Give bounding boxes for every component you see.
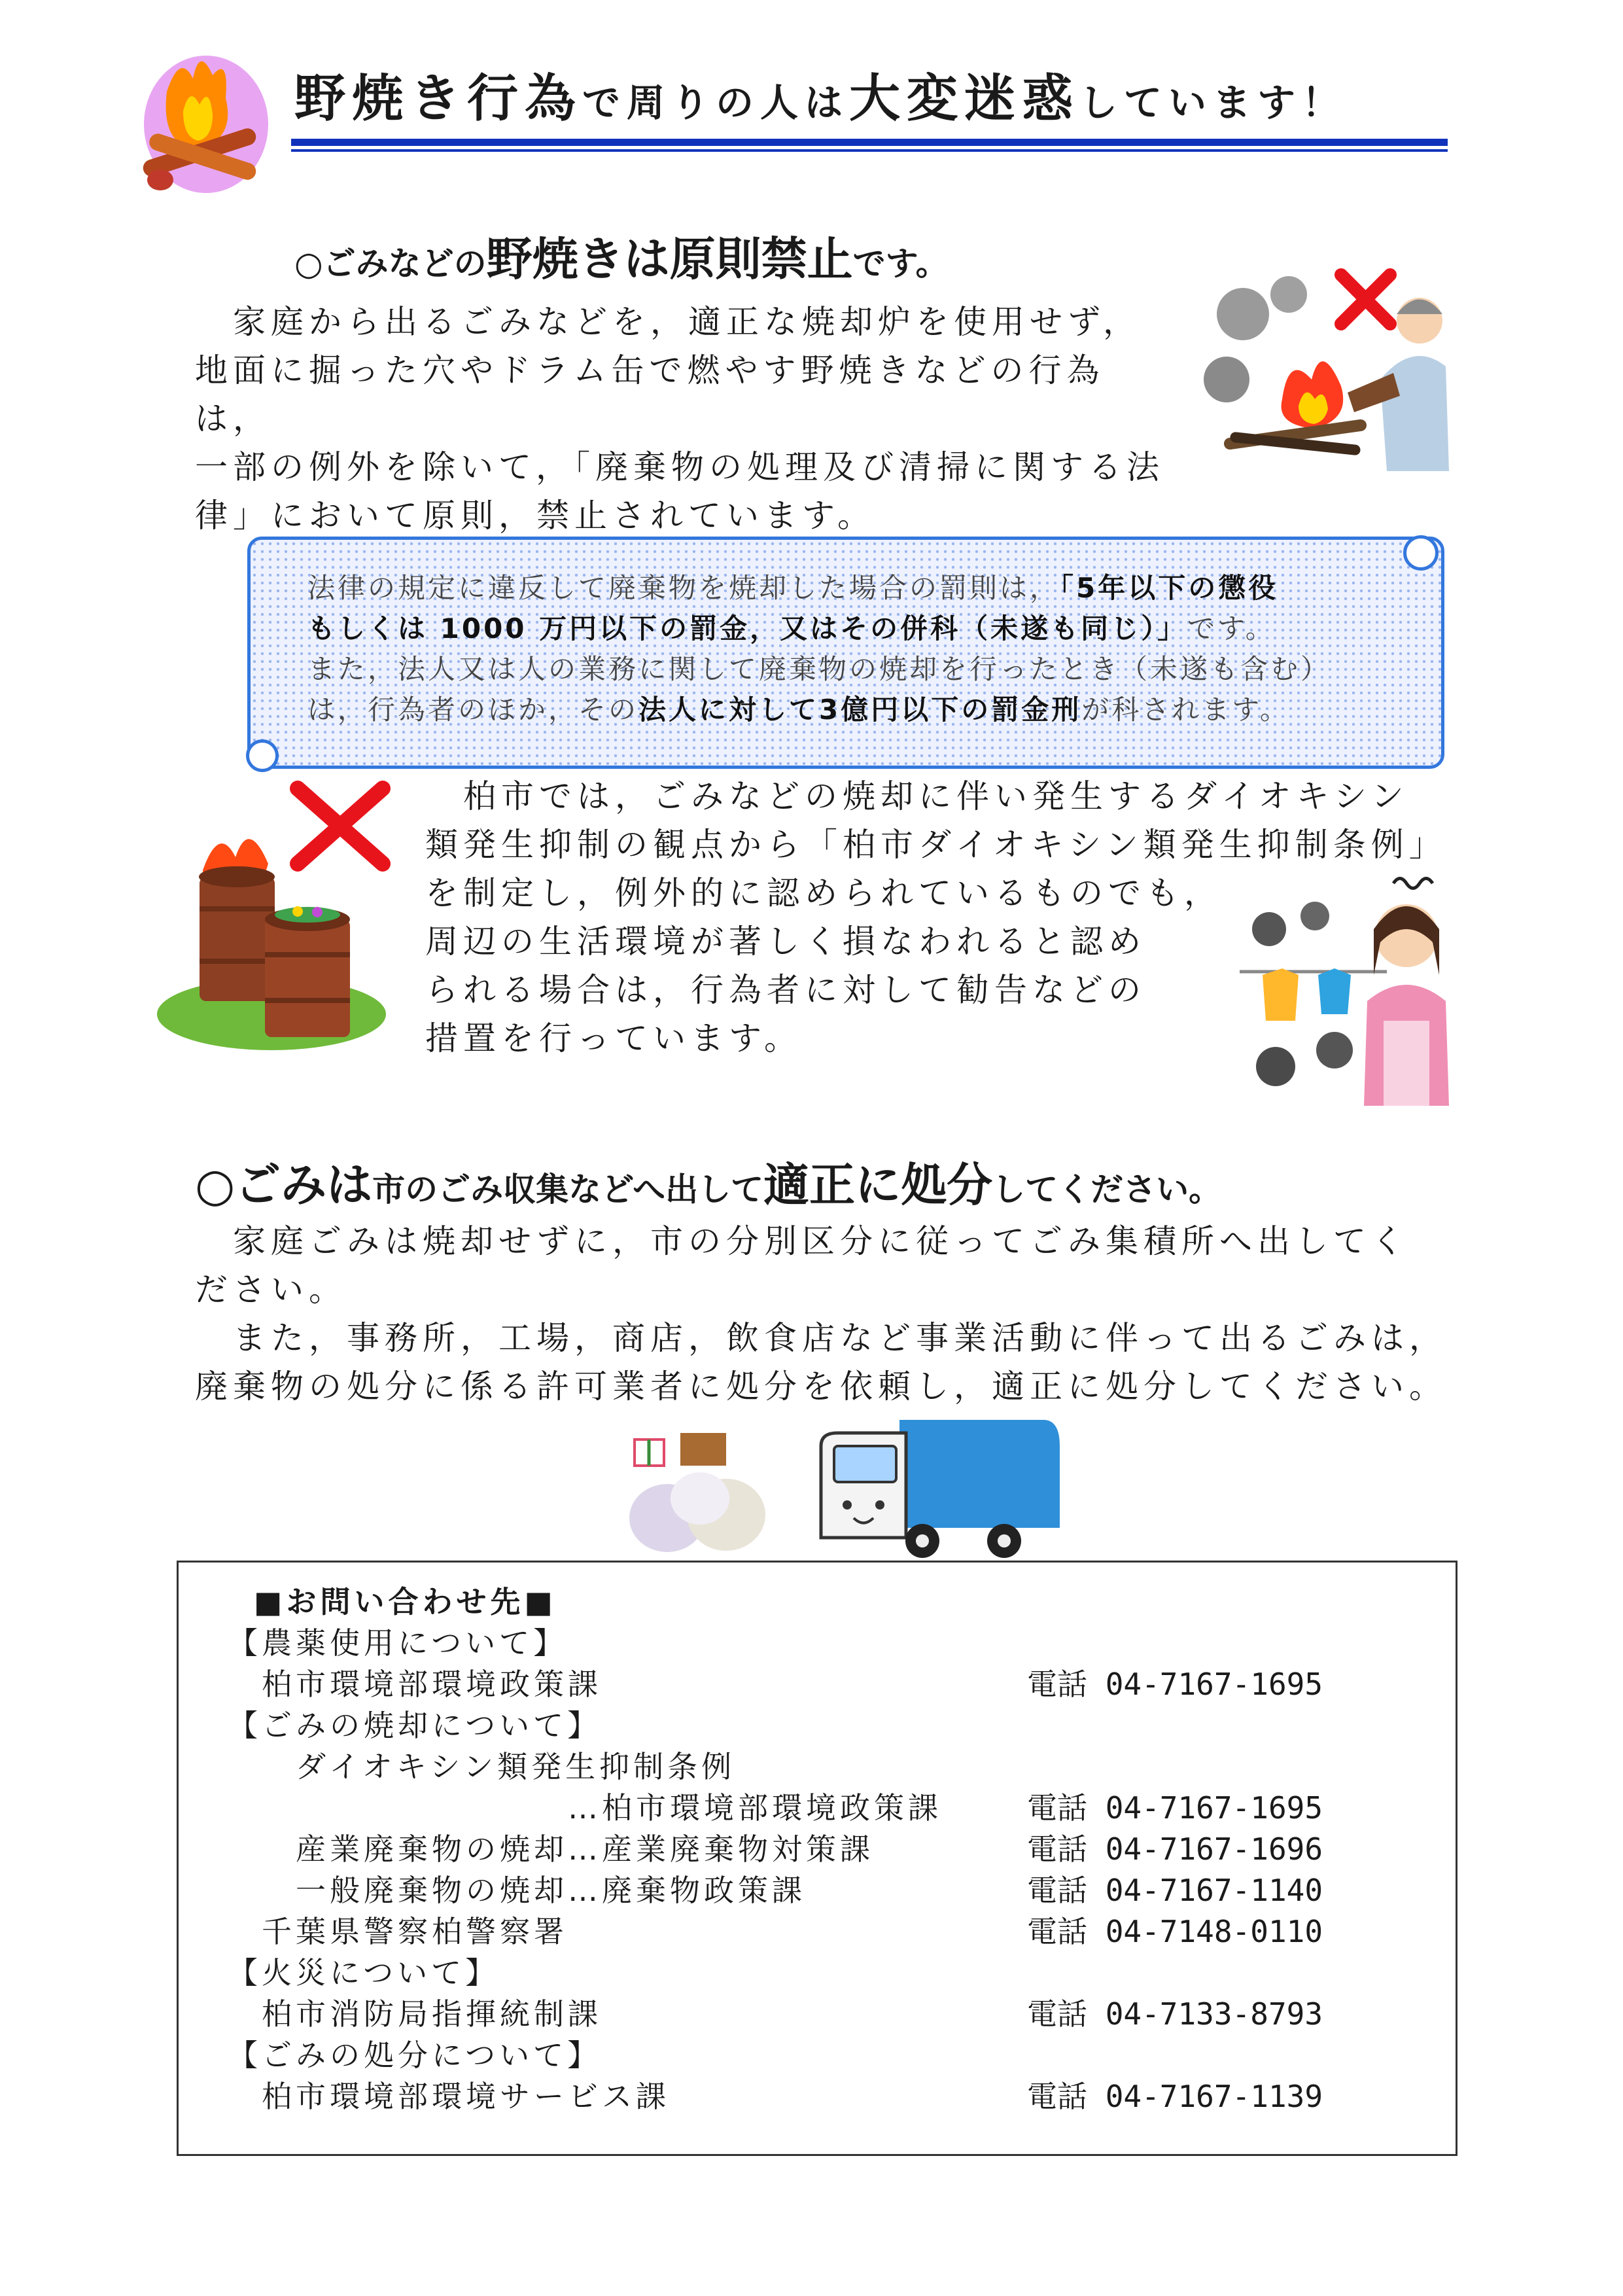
neighbor-laundry-icon [1236,870,1459,1112]
penalty-text: 法律の規定に違反して廃棄物を焼却した場合の罰則は，「5年以下の懲役 もしくは 1000 万円以下の罰金，又はその併科（未遂も同じ）」です。 また，法人又は人の業務に関して廃棄物の焼却を行ったとき（未遂も含む） は，行為者のほか，その法人に対して3億円以下の罰金刑が科されます。 [307,572,1331,726]
title-underline-thin [291,149,1448,152]
contact-phone: 電話 04-7167-1139 [1027,2079,1323,2114]
contact-row: 【ごみの処分について】 [228,2038,602,2073]
contact-row: 産業廃棄物の焼却…産業廃棄物対策課 [228,1831,874,1867]
title-underline [291,139,1448,146]
contact-row: 【ごみの焼却について】 [228,1708,602,1743]
garbage-bags-icon [628,1426,778,1557]
section1-heading: ○ごみなどの野焼きは原則禁止です。 [294,232,949,286]
contact-row: …柏市環境部環境政策課 [228,1790,942,1826]
contact-row: 柏市環境部環境サービス課 [228,2079,670,2114]
contact-row: 一般廃棄物の焼却…廃棄物政策課 [228,1873,806,1908]
section2-heading: ○ごみは市のごみ収集などへ出して適正に処分してください。 [195,1158,1222,1212]
contact-row: 【火災について】 [228,1955,500,1990]
contact-header: ■お問い合わせ先■ [254,1584,557,1619]
contact-phone: 電話 04-7148-0110 [1027,1914,1323,1949]
page-title: 野焼き行為で周りの人は大変迷惑しています！ [294,69,1347,128]
dioxin-paragraph: 柏市では，ごみなどの焼却に伴い発生するダイオキシン 類発生抑制の観点から「柏市ダイオキシン類発生抑制条例」 を制定し，例外的に認められているものでも， 周辺の生活環境が著しく損なわれると認め られる場合は，行為者に対して勧告などの 措置を行っています。 [425,777,1447,1057]
contact-row: 千葉県警察柏警察署 [228,1914,568,1949]
contact-row: 【農薬使用について】 [228,1625,568,1661]
contact-row: 柏市環境部環境政策課 [228,1667,602,1702]
section2-paragraph: 家庭ごみは焼却せずに，市の分別区分に従ってごみ集積所へ出してく ださい。 また，事務所，工場，商店，飲食店など事業活動に伴って出るごみは， 廃棄物の処分に係る許可業者に処分を依頼し，適正に処分してください。 [195,1222,1447,1405]
contact-phone: 電話 04-7167-1140 [1027,1873,1323,1908]
contact-row: ダイオキシン類発生抑制条例 [228,1749,736,1784]
scroll-curl-top-right [1403,535,1439,571]
contact-phone: 電話 04-7167-1695 [1027,1790,1323,1826]
contact-row: 柏市消防局指揮統制課 [228,1996,602,2032]
contact-phone: 電話 04-7167-1695 [1027,1667,1323,1702]
garbage-truck-icon [808,1407,1063,1564]
bonfire-icon [121,39,271,196]
contact-phone: 電話 04-7133-8793 [1027,1996,1323,2032]
person-burning-icon [1204,255,1452,478]
contact-phone: 電話 04-7167-1696 [1027,1831,1323,1867]
section1-paragraph: 家庭から出るごみなどを，適正な焼却炉を使用せず， 地面に掘った穴やドラム缶で燃やす野焼きなどの行為 は， 一部の例外を除いて，「廃棄物の処理及び清掃に関する法 律」において原則，禁止されています。 [195,303,1164,535]
drum-burning-icon [157,779,406,1053]
scroll-curl-bottom-left [246,739,279,772]
